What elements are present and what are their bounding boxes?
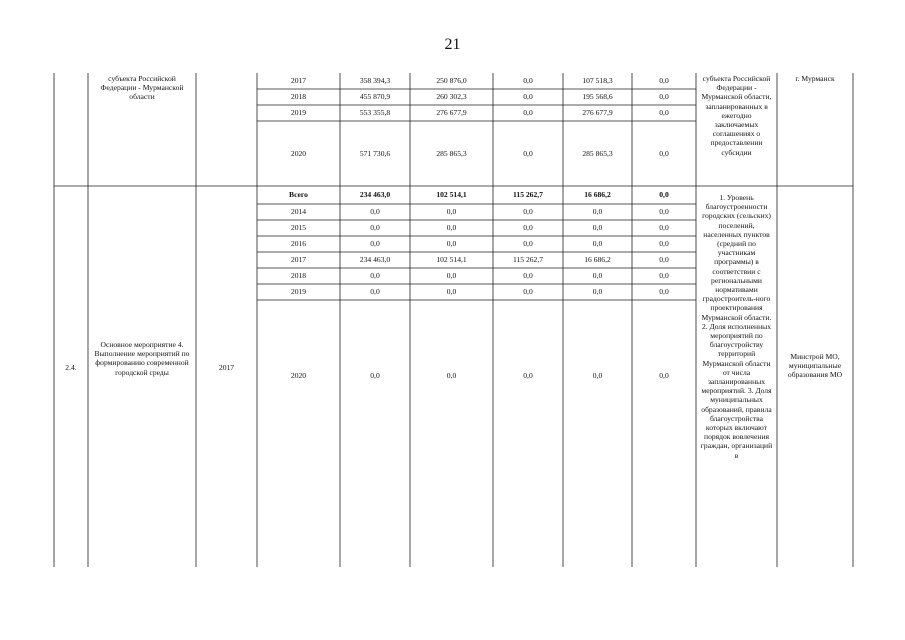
main-row-total-cell: 234 463,0 xyxy=(359,255,391,264)
main-row-total-cell: 234 463,0 xyxy=(359,190,391,199)
main-block-period: 2017 xyxy=(218,363,235,372)
main-row-c3-cell: 0,0 xyxy=(592,271,603,280)
main-row-c3-cell: 0,0 xyxy=(592,371,603,380)
main-row-c1-cell: 0,0 xyxy=(446,239,457,248)
main-row-c4-cell: 0,0 xyxy=(659,223,669,232)
main-row-year-cell: Всего xyxy=(289,190,308,199)
top-row-year-cell: 2017 xyxy=(290,76,307,85)
top-row-c4-cell: 0,0 xyxy=(659,76,669,85)
main-row-c3-cell: 0,0 xyxy=(592,207,603,216)
main-row-c4-cell: 0,0 xyxy=(659,271,669,280)
top-row-c3-cell: 276 677,9 xyxy=(582,108,613,117)
main-row-c3-cell: 0,0 xyxy=(592,239,603,248)
top-row-c1-cell: 276 677,9 xyxy=(436,108,467,117)
main-row-total-cell: 0,0 xyxy=(370,207,380,216)
main-row-c2-cell: 0,0 xyxy=(523,239,533,248)
main-row-year-cell: 2020 xyxy=(290,371,307,380)
main-row-c3-cell: 16 686,2 xyxy=(584,190,611,199)
top-block-name: субъекта Российской Федерации - Мурманской области xyxy=(100,74,184,102)
main-row-c2-cell: 0,0 xyxy=(523,223,533,232)
top-row-year-cell: 2018 xyxy=(290,92,307,101)
main-row-c3-cell: 0,0 xyxy=(592,223,603,232)
top-row-year-cell: 2019 xyxy=(290,108,307,117)
main-row-c3-cell: 16 686,2 xyxy=(584,255,611,264)
main-block-number: 2.4. xyxy=(65,363,77,372)
main-row-total-cell: 0,0 xyxy=(370,287,380,296)
main-row-year-cell: 2018 xyxy=(290,271,307,280)
main-row-year-cell: 2019 xyxy=(290,287,307,296)
main-row-c1-cell: 0,0 xyxy=(446,271,457,280)
main-row-total-cell: 0,0 xyxy=(370,371,380,380)
main-row-total-cell: 0,0 xyxy=(370,271,380,280)
top-row-total-cell: 571 730,6 xyxy=(359,149,391,158)
main-row-year-cell: 2015 xyxy=(290,223,307,232)
main-row-c4-cell: 0,0 xyxy=(659,287,669,296)
main-row-year-cell: 2014 xyxy=(290,207,307,216)
main-row-c4-cell: 0,0 xyxy=(659,239,669,248)
main-row-c3-cell: 0,0 xyxy=(592,287,603,296)
main-row-c4-cell: 0,0 xyxy=(659,190,669,199)
top-row-c3-cell: 195 568,6 xyxy=(582,92,613,101)
main-row-c2-cell: 115 262,7 xyxy=(513,190,543,199)
top-row-c4-cell: 0,0 xyxy=(659,92,669,101)
main-row-c2-cell: 0,0 xyxy=(523,207,533,216)
main-row-c2-cell: 0,0 xyxy=(523,371,533,380)
main-row-year-cell: 2016 xyxy=(290,239,307,248)
top-row-c3-cell: 285 865,3 xyxy=(582,149,613,158)
main-row-c4-cell: 0,0 xyxy=(659,371,669,380)
main-row-c1-cell: 0,0 xyxy=(446,371,457,380)
top-row-c2-cell: 0,0 xyxy=(523,76,533,85)
top-row-c4-cell: 0,0 xyxy=(659,108,669,117)
main-row-c1-cell: 102 514,1 xyxy=(436,255,467,264)
top-row-c1-cell: 250 876,0 xyxy=(436,76,467,85)
main-block-name: Основное мероприятие 4. Выполнение мероприятий по формированию современной городской среды xyxy=(94,340,190,377)
main-row-c4-cell: 0,0 xyxy=(659,255,669,264)
top-row-c1-cell: 260 302,3 xyxy=(436,92,467,101)
top-row-c3-cell: 107 518,3 xyxy=(582,76,613,85)
main-row-c2-cell: 115 262,7 xyxy=(512,255,544,264)
main-row-c1-cell: 0,0 xyxy=(446,207,457,216)
top-block-executor: г. Мурманск xyxy=(795,74,835,83)
main-row-c2-cell: 0,0 xyxy=(523,287,533,296)
top-row-c2-cell: 0,0 xyxy=(523,92,533,101)
main-row-total-cell: 0,0 xyxy=(370,223,380,232)
main-row-c2-cell: 0,0 xyxy=(523,271,533,280)
top-row-total-cell: 553 355,8 xyxy=(359,108,391,117)
top-block-indicator: субъекта Российской Федерации - Мурманской области, запланированных в ежегодно заключаемых соглашениях о предоставлении субсидии xyxy=(701,74,772,157)
main-row-c1-cell: 0,0 xyxy=(446,287,457,296)
top-row-total-cell: 455 870,9 xyxy=(359,92,391,101)
main-row-c1-cell: 0,0 xyxy=(446,223,457,232)
top-row-c4-cell: 0,0 xyxy=(659,149,669,158)
main-block-executor: Минстрой МО, муниципальные образования МО xyxy=(787,352,843,380)
main-row-c4-cell: 0,0 xyxy=(659,207,669,216)
top-row-year-cell: 2020 xyxy=(290,149,307,158)
main-row-total-cell: 0,0 xyxy=(370,239,380,248)
top-row-c2-cell: 0,0 xyxy=(523,149,533,158)
page-number: 21 xyxy=(444,36,461,53)
main-row-c1-cell: 102 514,1 xyxy=(436,190,467,199)
top-row-total-cell: 358 394,3 xyxy=(359,76,391,85)
main-block-indicator: 1. Уровень благоустроенности городских (сельских) поселений, населенных пунктов (средний по участникам программы) в соответствии с региональными нормативами градостроитель-ного проектирования Мурманской области. 2. Доля исполненных мероприятий по благоустройству территорий Мурманской области от числа запланированных мероприятий. 3. Доля муниципальных образований, правила благоустройства которых включают порядок вовлечения граждан, организаций в xyxy=(700,193,773,460)
top-row-c1-cell: 285 865,3 xyxy=(436,149,467,158)
main-row-year-cell: 2017 xyxy=(290,255,307,264)
top-row-c2-cell: 0,0 xyxy=(523,108,533,117)
